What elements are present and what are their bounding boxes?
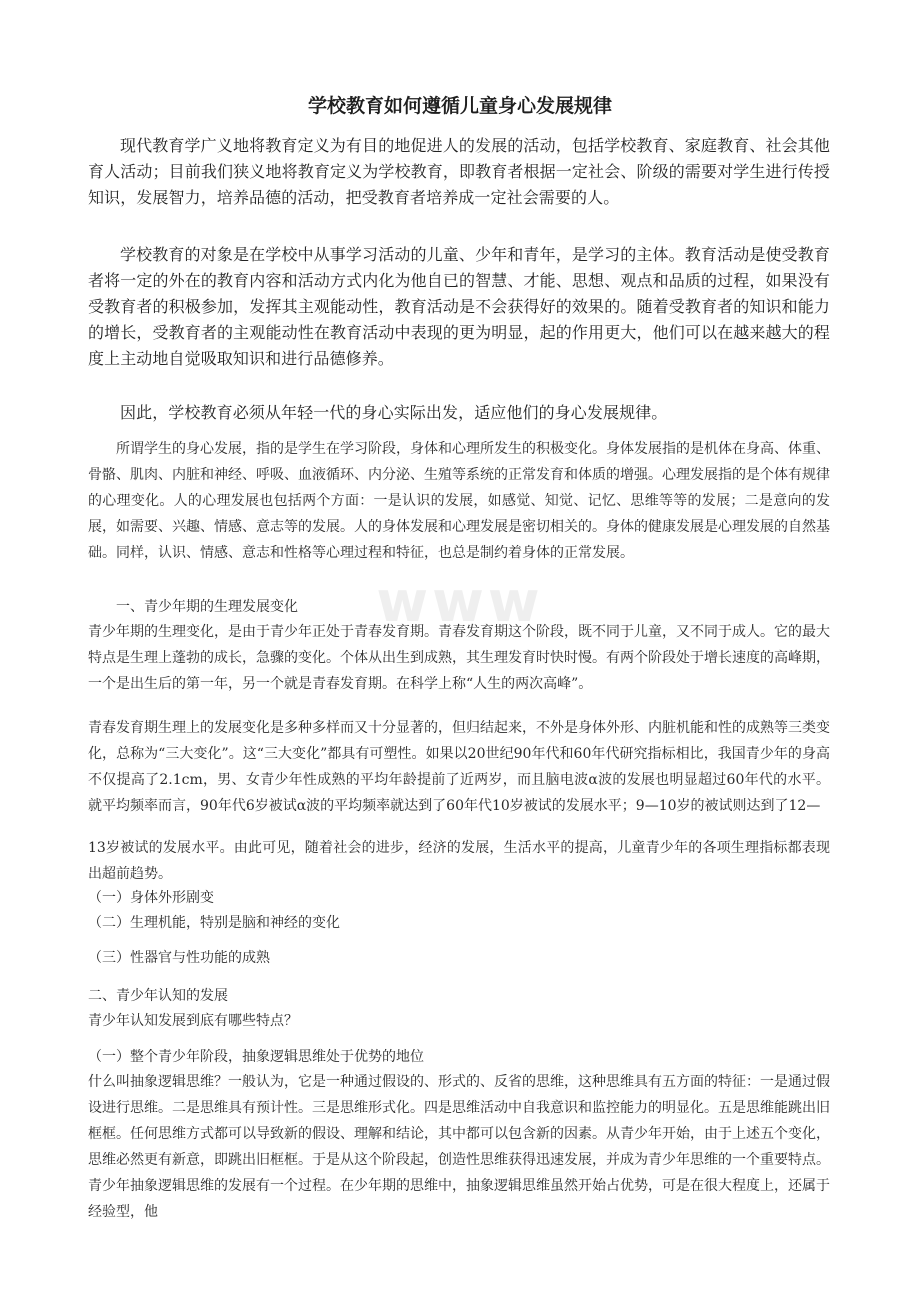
watermark: www bbox=[376, 570, 544, 635]
paragraph-development-level: 13岁被试的发展水平。由此可见，随着社会的进步，经济的发展，生活水平的提高，儿童青少年的各项生理指标都表现出超前趋势。 bbox=[88, 840, 830, 882]
paragraph-cognition-question: 青少年认知发展到底有哪些特点？ bbox=[88, 1013, 298, 1029]
section-heading-cognition: 二、青少年认知的发展 bbox=[88, 988, 228, 1004]
subheading-sexual-maturity: （三）性器官与性功能的成熟 bbox=[88, 950, 270, 966]
paragraph-abstract-thinking: 什么叫抽象逻辑思维？一般认为，它是一种通过假设的、形式的、反省的思维，这种思维具有五方面的特征：一是通过假设进行思维。二是思维具有预计性。三是思维形式化。四是思维活动中自我意识和监控能力的明显化。五是思维能跳出旧框框。任何思维方式都可以导致新的假设、理解和结论，其中都可以包含新的因素。从青少年开始，由于上述五个变化，思维必然更有新意，即跳出旧框框。于是从这个阶段起，创造性思维获得迅速发展，并成为青少年思维的一个重要特点。青少年抽象逻辑思维的发展有一个过程。在少年期的思维中，抽象逻辑思维虽然开始占优势，可是在很大程度上，还属于经验型，他 bbox=[88, 1074, 830, 1220]
paragraph-conclusion: 因此，学校教育必须从年轻一代的身心实际出发，适应他们的身心发展规律。 bbox=[120, 403, 668, 422]
section-heading-physiology: 一、青少年期的生理发展变化 bbox=[116, 599, 298, 615]
paragraph-development-definition: 所谓学生的身心发展，指的是学生在学习阶段，身体和心理所发生的积极变化。身体发展指的是机体在身高、体重、骨骼、肌肉、内脏和神经、呼吸、血液循环、内分泌、生殖等系统的正常发育和体质的增强。心理发展指的是个体有规律的心理变化。人的心理发展也包括两个方面：一是认识的发展，如感觉、知觉、记忆、思维等等的发展；二是意向的发展，如需要、兴趣、情感、意志等的发展。人的身体发展和心理发展是密切相关的。身体的健康发展是心理发展的自然基础。同样，认识、情感、意志和性格等心理过程和特征，也总是制约着身体的正常发展。 bbox=[88, 441, 830, 561]
subheading-body-shape: （一）身体外形剧变 bbox=[88, 890, 214, 906]
paragraph-physiology-change: 青少年期的生理变化，是由于青少年正处于青春发育期。青春发育期这个阶段，既不同于儿童，又不同于成人。它的最大特点是生理上蓬勃的成长，急骤的变化。个体从出生到成熟，其生理发育时快时慢。有两个阶段处于增长速度的高峰期，一个是出生后的第一年，另一个就是青春发育期。在科学上称“人生的两次高峰”。 bbox=[88, 624, 830, 692]
paragraph-education-object: 学校教育的对象是在学校中从事学习活动的儿童、少年和青年，是学习的主体。教育活动是使受教育者将一定的外在的教育内容和活动方式内化为他自已的智慧、才能、思想、观点和品质的过程，如果没有受教育者的积极参加，发挥其主观能动性，教育活动是不会获得好的效果的。随着受教育者的知识和能力的增长，受教育者的主观能动性在教育活动中表现的更为明显，起的作用更大，他们可以在越来越大的程度上主动地自觉吸取知识和进行品德修养。 bbox=[88, 245, 830, 368]
page-title: 学校教育如何遵循儿童身心发展规律 bbox=[307, 95, 612, 117]
paragraph-intro-definition: 现代教育学广义地将教育定义为有目的地促进人的发展的活动，包括学校教育、家庭教育、社会其他育人活动；目前我们狭义地将教育定义为学校教育，即教育者根据一定社会、阶级的需要对学生进行传授知识，发展智力，培养品德的活动，把受教育者培养成一定社会需要的人。 bbox=[88, 136, 830, 207]
paragraph-three-changes: 青春发育期生理上的发展变化是多种多样而又十分显著的，但归结起来，不外是身体外形、内脏机能和性的成熟等三类变化，总称为“三大变化”。这“三大变化”都具有可塑性。如果以20世纪90年代和60年代研究指标相比，我国青少年的身高不仅提高了2.1cm，男、女青少年性成熟的平均年龄提前了近两岁，而且脑电波α波的发展也明显超过60年代的水平。就平均频率而言，90年代6岁被试α波的平均频率就达到了60年代10岁被试的发展水平；9—10岁的被试则达到了12— bbox=[88, 720, 830, 814]
subheading-abstract-thinking: （一）整个青少年阶段，抽象逻辑思维处于优势的地位 bbox=[88, 1049, 424, 1065]
subheading-brain-function: （二）生理机能，特别是脑和神经的变化 bbox=[88, 915, 340, 931]
